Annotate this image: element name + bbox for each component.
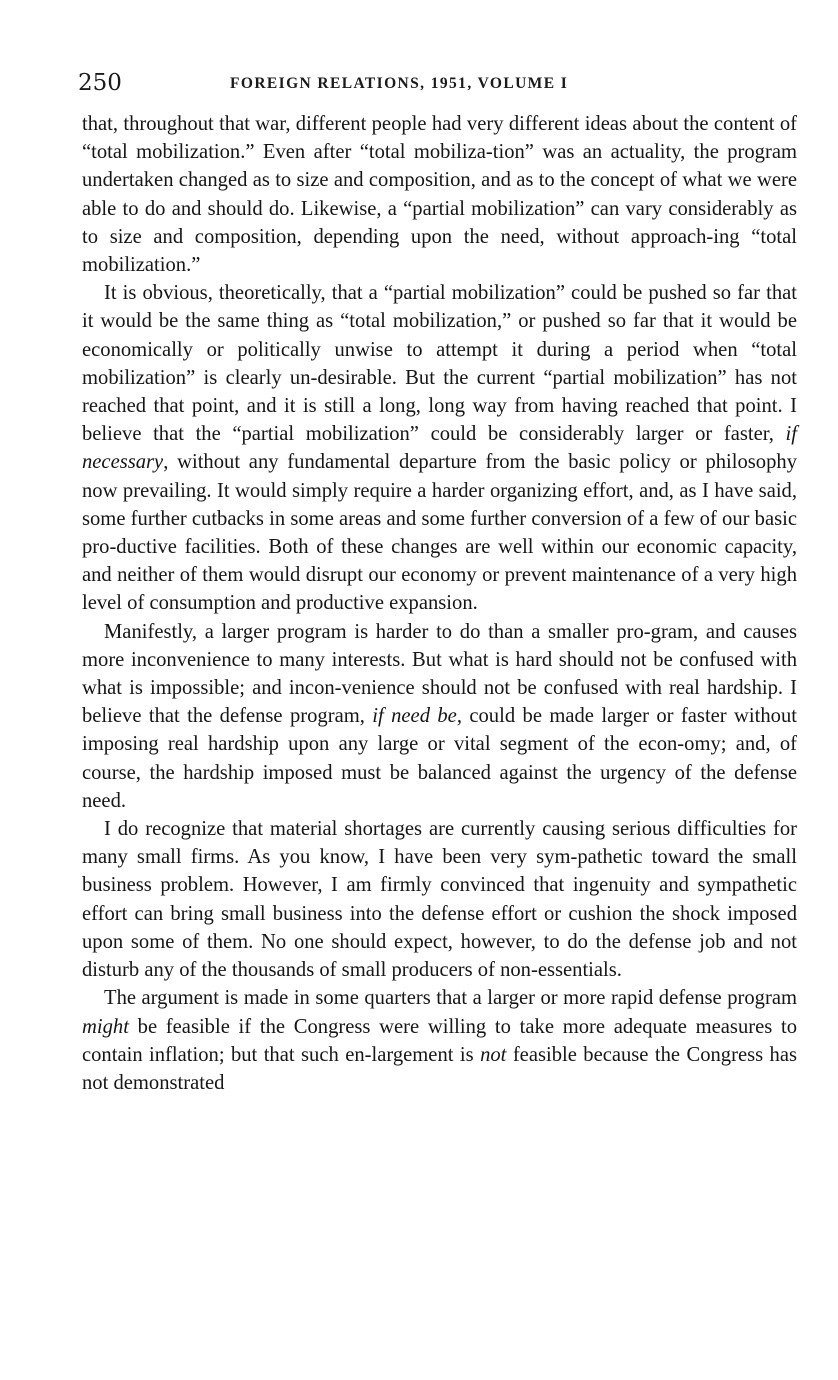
- text-run: , without any fundamental departure from the basic policy or philosophy now prevailing. It would simply require a harder organizing effort, and, as I have said, some further cutbacks in some areas and some further conversion of a few of our basic pro-ductive facilities. Both of these changes are well within our economic capacity, and neither of them would disrupt our economy or prevent maintenance of a very high level of consumption and productive expansion.: [82, 451, 797, 615]
- text-run: Manifestly, a larger program is harder to do than a smaller pro-gram, and causes more inconvenience to many interests. But what is hard should not be confused with what is impossible; and incon-venience should not be confused with real hardship. I believe that the defense program,: [82, 620, 797, 728]
- page-header: [78, 70, 808, 106]
- paragraph: [82, 815, 797, 984]
- italic-text-run: if need be: [372, 705, 457, 728]
- running-head: FOREIGN RELATIONS, 1951, VOLUME I: [230, 75, 569, 92]
- text-run: that, throughout that war, different people had very different ideas about the content of “total mobilization.” Even after “total mobiliza-tion” was an actuality, the program undertaken changed as to size and composition, and as to the concept of what we were able to do and should do. Likewise, a “partial mobilization” can vary considerably as to size and composition, depending upon the need, without approach-ing “total mobilization.”: [82, 113, 797, 277]
- paragraph: [82, 618, 797, 815]
- text-run: I do recognize that material shortages are currently causing serious difficulties for many small firms. As you know, I have been very sym-pathetic toward the small business problem. However, I am firmly convinced that ingenuity and sympathetic effort can bring small business into the defense effort or cushion the shock imposed upon some of them. No one should expect, however, to do the defense job and not disturb any of the thousands of small producers of non-essentials.: [82, 818, 797, 982]
- paragraph: [82, 279, 797, 617]
- text-run: feasible because the Congress has not demonstrated: [82, 1043, 798, 1094]
- italic-text-run: might: [82, 1015, 129, 1038]
- body-text: [82, 110, 797, 1097]
- text-run: The argument is made in some quarters that a larger or more rapid defense program: [104, 987, 797, 1010]
- italic-text-run: if necessary: [82, 423, 797, 474]
- paragraph: [82, 110, 797, 279]
- page-number: 250: [78, 70, 122, 96]
- italic-text-run: not: [480, 1043, 507, 1066]
- text-run: It is obvious, theoretically, that a “partial mobilization” could be pushed so far that it would be the same thing as “total mobilization,” or pushed so far that it would be economically or politically unwise to attempt it during a period when “total mobilization” is clearly un-desirable. But the current “partial mobilization” has not reached that point, and it is still a long, long way from having reached that point. I believe that the “partial mobilization” could be considerably larger or faster,: [82, 282, 797, 446]
- text-run: be feasible if the Congress were willing to take more adequate measures to contain inflation; but that such en-largement is: [82, 1015, 797, 1066]
- text-run: , could be made larger or faster without imposing real hardship upon any large or vital segment of the econ-omy; and, of course, the hardship imposed must be balanced against the urgency of the defense need.: [82, 705, 797, 812]
- paragraph: [82, 984, 797, 1097]
